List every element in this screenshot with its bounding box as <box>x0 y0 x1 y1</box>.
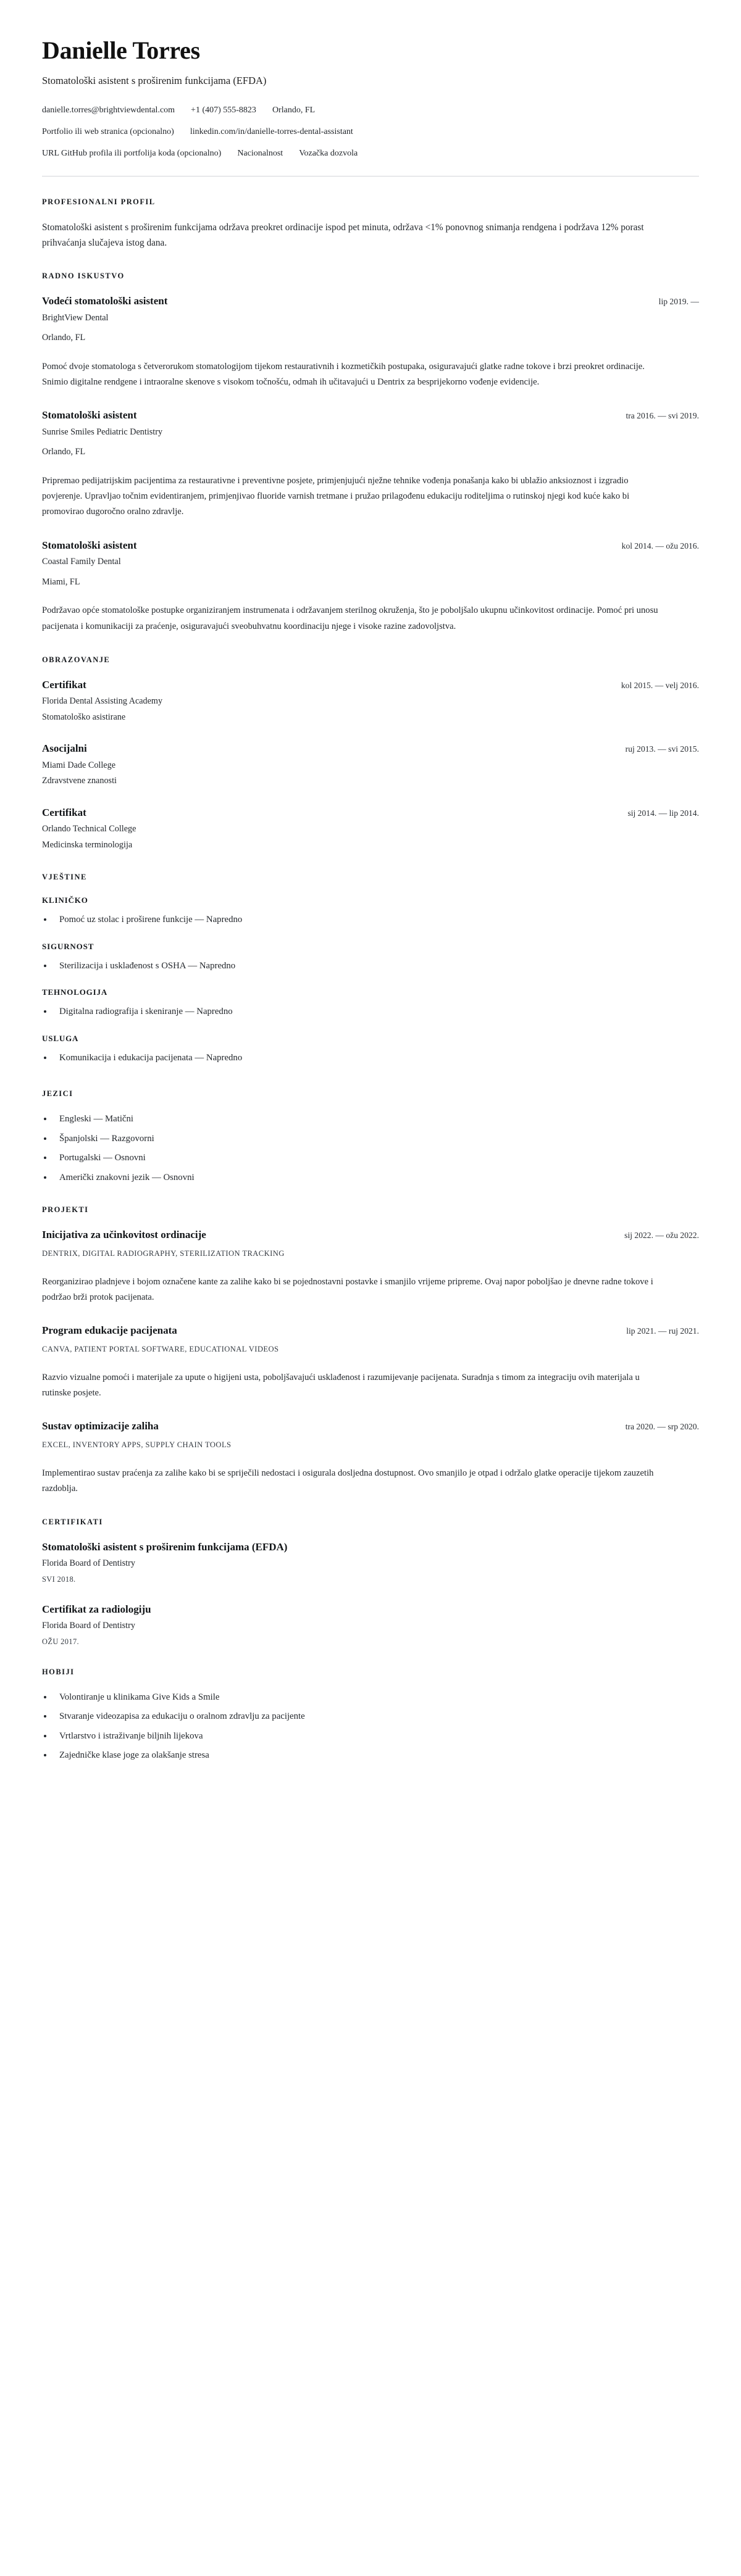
project-entry <box>42 1324 699 1401</box>
certification-entry <box>42 1603 699 1647</box>
project-description: Implementirao sustav praćenja za zalihe kako bi se spriječili nedostaci i osigurala dosljedna dostupnost. Ovo smanjilo je otpad i održalo glatke operacije tijekom zauzetih razdoblja. <box>42 1468 654 1494</box>
certification-date: OŽU 2017. <box>42 1637 80 1646</box>
section-experience <box>42 272 699 634</box>
section-education <box>42 655 699 852</box>
education-date-range: sij 2014. — lip 2014. <box>627 808 699 818</box>
language-item: Američki znakovni jezik — Osnovni <box>42 1171 699 1184</box>
contact-phone[interactable]: +1 (407) 555-8823 <box>191 105 256 115</box>
section-title-experience: RADNO ISKUSTVO <box>42 272 125 281</box>
experience-entry-header <box>42 294 699 308</box>
experience-entry-header <box>42 539 699 552</box>
hobby-item: Stvaranje videozapisa za edukaciju o oralnom zdravlju za pacijente <box>42 1710 699 1723</box>
hobby-item: Volontiranje u klinikama Give Kids a Smile <box>42 1690 699 1704</box>
education-degree: Certifikat <box>42 678 86 691</box>
profile-summary-text: Stomatološki asistent s proširenim funkcijama održava preokret ordinacije ispod pet minuta, održava <1% ponovnog snimanja rendgena i podržava 12% porast prihvaćanja slučajeva istog dana. <box>42 222 644 248</box>
contact-row-3 <box>42 147 699 160</box>
experience-role: Stomatološki asistent <box>42 409 137 422</box>
experience-entry-header <box>42 409 699 422</box>
project-name: Program edukacije pacijenata <box>42 1324 177 1336</box>
skill-group <box>42 1034 699 1065</box>
skill-item: Sterilizacija i usklađenost s OSHA — Napredno <box>42 959 699 973</box>
project-date-range: lip 2021. — ruj 2021. <box>626 1326 699 1336</box>
project-name: Inicijativa za učinkovitost ordinacije <box>42 1229 206 1241</box>
experience-location: Miami, FL <box>42 576 80 587</box>
education-field: Medicinska terminologija <box>42 840 133 850</box>
education-school: Florida Dental Assisting Academy <box>42 696 163 706</box>
experience-company: BrightView Dental <box>42 312 109 323</box>
experience-description: Pripremao pedijatrijskim pacijentima za restaurativne i preventivne posjete, primjenjujući nježne tehnike vođenja ponašanja kako bi ublažio anksioznost i izgradio povjerenje. Upravljao točnim evidentiranjem, primjenjivao fluoride varnish tretmane i pružao prilagođenu edukaciju roditeljima o rutinskoj njegi kod kuće kako bi promovirao dugoročno oralno zdravlje. <box>42 476 630 517</box>
section-projects <box>42 1205 699 1497</box>
skill-item: Digitalna radiografija i skeniranje — Napredno <box>42 1005 699 1018</box>
contact-nationality-placeholder[interactable]: Nacionalnost <box>237 148 283 158</box>
language-item: Portugalski — Osnovni <box>42 1151 699 1165</box>
experience-role: Vodeći stomatološki asistent <box>42 295 168 307</box>
candidate-name: Danielle Torres <box>42 36 200 64</box>
contact-linkedin[interactable]: linkedin.com/in/danielle-torres-dental-assistant <box>190 127 353 136</box>
project-entry-header <box>42 1228 699 1242</box>
section-profile <box>42 197 699 251</box>
experience-entry <box>42 409 699 520</box>
skill-group <box>42 942 699 973</box>
experience-company: Coastal Family Dental <box>42 556 121 567</box>
experience-entry <box>42 294 699 390</box>
project-name: Sustav optimizacije zaliha <box>42 1419 159 1432</box>
project-description: Reorganizirao pladnjeve i bojom označene kante za zalihe kako bi se pojednostavni postavke i smanjilo vrijeme pripreme. Ovaj napor poboljšao je dnevne radne tokove i podržao brži protok pacijenata. <box>42 1276 653 1302</box>
contact-github-placeholder[interactable]: URL GitHub profila ili portfolija koda (opcionalno) <box>42 148 222 158</box>
section-title-skills: VJEŠTINE <box>42 873 87 882</box>
section-skills <box>42 873 699 1065</box>
certification-date: SVI 2018. <box>42 1574 76 1584</box>
project-entry-header <box>42 1324 699 1337</box>
skill-item: Pomoć uz stolac i proširene funkcije — Napredno <box>42 913 699 926</box>
project-entry-header <box>42 1419 699 1433</box>
skill-group-name: TEHNOLOGIJA <box>42 987 108 997</box>
section-title-certifications: CERTIFIKATI <box>42 1517 103 1526</box>
education-school: Orlando Technical College <box>42 824 136 834</box>
header-divider <box>42 176 699 177</box>
experience-company: Sunrise Smiles Pediatric Dentistry <box>42 426 163 437</box>
certification-issuer: Florida Board of Dentistry <box>42 1620 135 1631</box>
contact-driving-licence-placeholder[interactable]: Vozačka dozvola <box>299 148 358 158</box>
contact-location: Orlando, FL <box>272 105 316 115</box>
project-entry <box>42 1228 699 1305</box>
education-school: Miami Dade College <box>42 760 115 770</box>
project-tech-stack: CANVA, PATIENT PORTAL SOFTWARE, EDUCATIONAL VIDEOS <box>42 1345 279 1354</box>
experience-entry <box>42 539 699 634</box>
candidate-headline: Stomatološki asistent s proširenim funkcijama (EFDA) <box>42 74 267 86</box>
skill-list <box>42 1005 699 1018</box>
experience-date-range: kol 2014. — ožu 2016. <box>621 541 699 551</box>
section-title-languages: JEZICI <box>42 1089 73 1099</box>
certification-name: Certifikat za radiologiju <box>42 1603 151 1615</box>
education-entry-header <box>42 742 699 755</box>
experience-location: Orlando, FL <box>42 333 86 343</box>
language-item: Engleski — Matični <box>42 1112 699 1126</box>
education-field: Zdravstvene znanosti <box>42 776 117 786</box>
section-hobbies <box>42 1668 699 1763</box>
experience-date-range: lip 2019. — <box>658 297 699 307</box>
skill-group <box>42 895 699 926</box>
education-degree: Certifikat <box>42 807 86 819</box>
experience-location: Orlando, FL <box>42 447 86 457</box>
hobby-list <box>42 1690 699 1763</box>
certification-entry <box>42 1540 699 1584</box>
education-entry <box>42 806 699 852</box>
section-languages <box>42 1089 699 1184</box>
education-date-range: ruj 2013. — svi 2015. <box>625 744 699 754</box>
experience-description: Podržavao opće stomatološke postupke organiziranjem instrumenata i održavanjem sterilnog okruženja, što je poboljšalo ukupnu učinkovitost ordinacije. Pomoć pri unosu pacijenata i komunikaciji za praćenje, osiguravajući sveobuhvatnu koordinaciju njege i visoke razine zadovoljstva. <box>42 605 658 631</box>
project-description: Razvio vizualne pomoći i materijale za upute o higijeni usta, poboljšavajući usklađenost i razumijevanje pacijenata. Suradnja s timom za integraciju ovih materijala u rutinske posjete. <box>42 1372 640 1398</box>
project-date-range: tra 2020. — srp 2020. <box>625 1421 699 1431</box>
skill-list <box>42 913 699 926</box>
skill-group <box>42 987 699 1018</box>
language-item: Španjolski — Razgovorni <box>42 1132 699 1145</box>
section-title-hobbies: HOBIJI <box>42 1667 75 1676</box>
project-tech-stack: EXCEL, INVENTORY APPS, SUPPLY CHAIN TOOLS <box>42 1440 232 1449</box>
education-entry-header <box>42 678 699 692</box>
education-entry-header <box>42 806 699 820</box>
contact-row-2 <box>42 125 699 138</box>
certification-issuer: Florida Board of Dentistry <box>42 1558 135 1568</box>
education-field: Stomatološko asistirane <box>42 712 126 722</box>
contact-block <box>42 104 699 160</box>
project-date-range: sij 2022. — ožu 2022. <box>624 1231 699 1240</box>
skill-list <box>42 1051 699 1065</box>
education-date-range: kol 2015. — velj 2016. <box>621 680 699 690</box>
hobby-item: Zajedničke klase joge za olakšanje stresa <box>42 1748 699 1762</box>
experience-role: Stomatološki asistent <box>42 539 137 551</box>
skill-group-name: SIGURNOST <box>42 941 94 951</box>
education-entry <box>42 742 699 787</box>
skill-list <box>42 959 699 973</box>
section-title-profile: PROFESIONALNI PROFIL <box>42 197 156 206</box>
experience-description: Pomoć dvoje stomatologa s četverorukom stomatologijom tijekom restaurativnih i kozmetičkih postupaka, osiguravajući glatke radne tokove i brzi preokret ordinacije. Snimio digitalne rendgene i intraoralne skenove s visokom točnošću, odmah ih učitavajući u Dentrix za besprijekorno vođenje evidencije. <box>42 362 645 388</box>
project-tech-stack: DENTRIX, DIGITAL RADIOGRAPHY, STERILIZATION TRACKING <box>42 1249 285 1258</box>
section-title-education: OBRAZOVANJE <box>42 655 111 664</box>
certification-name: Stomatološki asistent s proširenim funkcijama (EFDA) <box>42 1540 288 1553</box>
contact-email[interactable]: danielle.torres@brightviewdental.com <box>42 105 175 115</box>
skill-group-name: USLUGA <box>42 1033 79 1043</box>
skill-group-name: KLINIČKO <box>42 895 88 905</box>
skill-item: Komunikacija i edukacija pacijenata — Napredno <box>42 1051 699 1065</box>
contact-row-1 <box>42 104 699 117</box>
resume-header <box>42 37 699 177</box>
language-list <box>42 1112 699 1184</box>
section-certifications <box>42 1518 699 1647</box>
project-entry <box>42 1419 699 1497</box>
education-degree: Asocijalni <box>42 742 87 755</box>
contact-portfolio-placeholder[interactable]: Portfolio ili web stranica (opcionalno) <box>42 127 174 136</box>
section-title-projects: PROJEKTI <box>42 1205 89 1215</box>
hobby-item: Vrtlarstvo i istraživanje biljnih lijekova <box>42 1729 699 1743</box>
experience-date-range: tra 2016. — svi 2019. <box>626 411 699 421</box>
education-entry <box>42 678 699 724</box>
